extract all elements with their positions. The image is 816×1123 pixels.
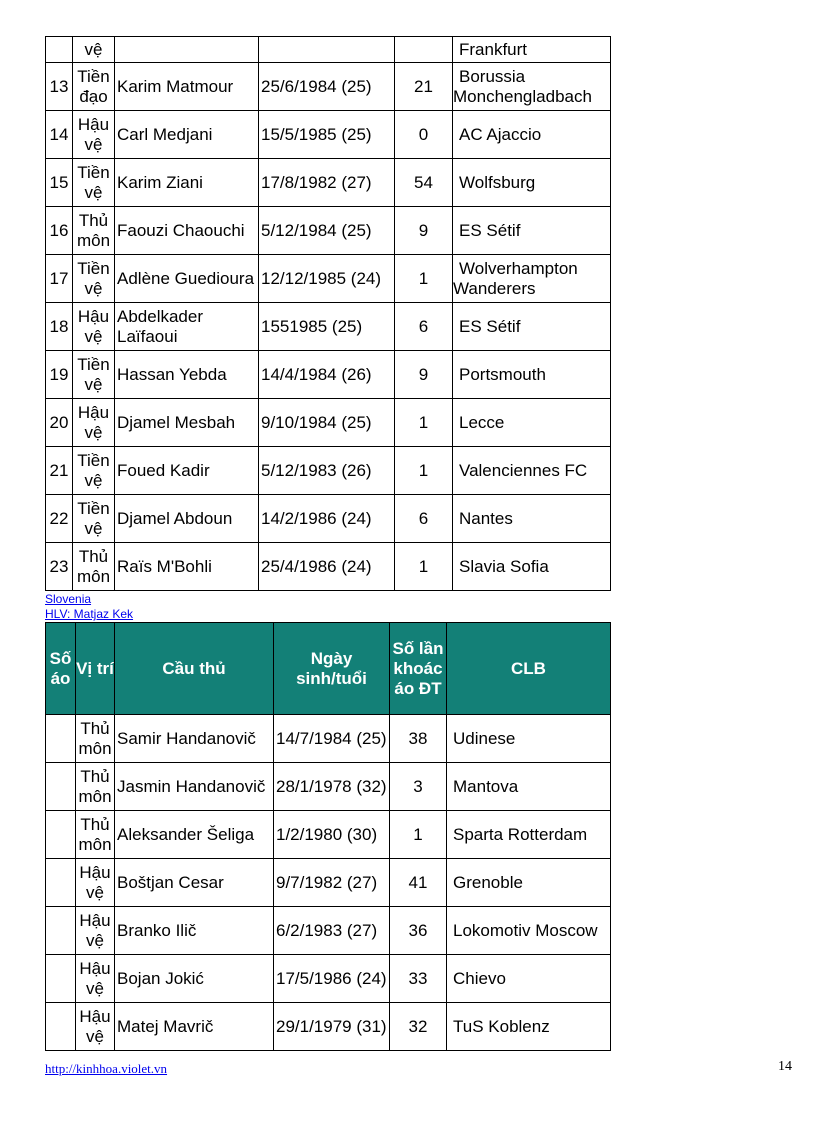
team-link-slovenia[interactable]: Slovenia (45, 592, 92, 606)
player-caps: 33 (390, 955, 447, 1003)
table-row (46, 1003, 611, 1051)
player-name: Djamel Abdoun (115, 495, 259, 543)
player-name: Djamel Mesbah (115, 399, 259, 447)
player-name: Samir Handanovič (115, 715, 274, 763)
table-row (46, 859, 611, 907)
table-row (46, 955, 611, 1003)
header-player: Cầu thủ (115, 623, 274, 715)
player-position: Thủ môn (73, 543, 115, 591)
player-dob: 15/5/1985 (25) (259, 111, 395, 159)
player-number (46, 715, 76, 763)
player-dob: 6/2/1983 (27) (274, 907, 390, 955)
slovenia-squad-table (45, 622, 611, 1051)
player-position: Tiền vệ (73, 351, 115, 399)
player-position: Tiền vệ (73, 255, 115, 303)
player-name: Hassan Yebda (115, 351, 259, 399)
player-name: Boštjan Cesar (115, 859, 274, 907)
player-name: Jasmin Handanovič (115, 763, 274, 811)
player-name: Aleksander Šeliga (115, 811, 274, 859)
player-club: Lecce (453, 399, 611, 447)
player-caps: 6 (395, 303, 453, 351)
table-row (46, 37, 611, 63)
player-name: Karim Ziani (115, 159, 259, 207)
player-number: 19 (46, 351, 73, 399)
player-caps: 32 (390, 1003, 447, 1051)
player-dob: 25/4/1986 (24) (259, 543, 395, 591)
table-row (46, 763, 611, 811)
player-caps: 1 (395, 447, 453, 495)
player-position: Hậu vệ (73, 399, 115, 447)
player-club: Wolverhampton Wanderers (453, 255, 611, 303)
player-number (46, 763, 76, 811)
player-caps: 0 (395, 111, 453, 159)
player-number: 15 (46, 159, 73, 207)
table-row (46, 303, 611, 351)
player-number (46, 955, 76, 1003)
player-caps: 9 (395, 207, 453, 255)
table-row (46, 159, 611, 207)
table-row (46, 351, 611, 399)
player-club: Mantova (447, 763, 611, 811)
player-club: Valenciennes FC (453, 447, 611, 495)
player-number: 16 (46, 207, 73, 255)
player-position: Hậu vệ (76, 1003, 115, 1051)
player-number: 20 (46, 399, 73, 447)
player-position: Thủ môn (76, 715, 115, 763)
algeria-squad-table (45, 36, 611, 591)
header-dob: Ngày sinh/tuổi (274, 623, 390, 715)
player-caps: 1 (395, 543, 453, 591)
table-row (46, 447, 611, 495)
player-number: 17 (46, 255, 73, 303)
player-club: Frankfurt (453, 37, 611, 63)
coach-link[interactable]: HLV: Matjaz Kek (45, 607, 134, 621)
player-caps: 54 (395, 159, 453, 207)
player-dob: 14/7/1984 (25) (274, 715, 390, 763)
player-dob: 25/6/1984 (25) (259, 63, 395, 111)
player-club: AC Ajaccio (453, 111, 611, 159)
table-row (46, 811, 611, 859)
player-number: 13 (46, 63, 73, 111)
player-name: Karim Matmour (115, 63, 259, 111)
header-position: Vị trí (76, 623, 115, 715)
player-position: Tiền vệ (73, 495, 115, 543)
player-club: ES Sétif (453, 303, 611, 351)
player-dob: 14/4/1984 (26) (259, 351, 395, 399)
player-caps: 38 (390, 715, 447, 763)
footer-url-link[interactable]: http://kinhhoa.violet.vn (45, 1061, 168, 1076)
player-number (46, 37, 73, 63)
player-position: Tiền vệ (73, 159, 115, 207)
player-position: Hậu vệ (73, 303, 115, 351)
player-dob: 17/5/1986 (24) (274, 955, 390, 1003)
player-number (46, 1003, 76, 1051)
player-dob: 5/12/1983 (26) (259, 447, 395, 495)
player-position: vệ (73, 37, 115, 63)
player-name: Faouzi Chaouchi (115, 207, 259, 255)
player-name (115, 37, 259, 63)
player-caps: 6 (395, 495, 453, 543)
player-club: ES Sétif (453, 207, 611, 255)
player-name: Foued Kadir (115, 447, 259, 495)
player-caps: 21 (395, 63, 453, 111)
player-club: Sparta Rotterdam (447, 811, 611, 859)
header-caps: Số lần khoác áo ĐT (390, 623, 447, 715)
header-club: CLB (447, 623, 611, 715)
player-number: 22 (46, 495, 73, 543)
player-dob: 1/2/1980 (30) (274, 811, 390, 859)
table-row (46, 907, 611, 955)
player-caps: 1 (395, 255, 453, 303)
player-number: 18 (46, 303, 73, 351)
player-name: Matej Mavrič (115, 1003, 274, 1051)
player-name: Adlène Guedioura (115, 255, 259, 303)
player-dob: 14/2/1986 (24) (259, 495, 395, 543)
player-position: Hậu vệ (76, 859, 115, 907)
player-club: Udinese (447, 715, 611, 763)
table-row (46, 207, 611, 255)
player-club: Chievo (447, 955, 611, 1003)
player-position: Thủ môn (76, 763, 115, 811)
table-row (46, 543, 611, 591)
player-number: 14 (46, 111, 73, 159)
player-club: Lokomotiv Moscow (447, 907, 611, 955)
player-position: Hậu vệ (76, 907, 115, 955)
player-caps: 1 (395, 399, 453, 447)
page-number: 14 (778, 1059, 792, 1074)
player-name: Branko Ilič (115, 907, 274, 955)
player-position: Hậu vệ (73, 111, 115, 159)
player-dob: 1551985 (25) (259, 303, 395, 351)
player-position: Thủ môn (73, 207, 115, 255)
player-number (46, 907, 76, 955)
player-position: Thủ môn (76, 811, 115, 859)
table-row (46, 399, 611, 447)
player-caps (395, 37, 453, 63)
player-dob: 9/10/1984 (25) (259, 399, 395, 447)
player-name: Carl Medjani (115, 111, 259, 159)
player-club: Portsmouth (453, 351, 611, 399)
table-row (46, 715, 611, 763)
player-caps: 3 (390, 763, 447, 811)
player-name: Abdelkader Laïfaoui (115, 303, 259, 351)
player-club: Grenoble (447, 859, 611, 907)
player-name: Bojan Jokić (115, 955, 274, 1003)
player-dob: 28/1/1978 (32) (274, 763, 390, 811)
player-club: TuS Koblenz (447, 1003, 611, 1051)
player-number: 23 (46, 543, 73, 591)
header-number: Số áo (46, 623, 76, 715)
player-position: Tiền đạo (73, 63, 115, 111)
player-name: Raïs M'Bohli (115, 543, 259, 591)
player-caps: 1 (390, 811, 447, 859)
table-row (46, 111, 611, 159)
player-club: Borussia Monchengladbach (453, 63, 611, 111)
table-header-row (46, 623, 611, 715)
player-dob (259, 37, 395, 63)
player-club: Nantes (453, 495, 611, 543)
table-row (46, 495, 611, 543)
player-caps: 36 (390, 907, 447, 955)
player-position: Hậu vệ (76, 955, 115, 1003)
player-number (46, 811, 76, 859)
player-dob: 9/7/1982 (27) (274, 859, 390, 907)
player-dob: 12/12/1985 (24) (259, 255, 395, 303)
table-row (46, 63, 611, 111)
player-position: Tiền vệ (73, 447, 115, 495)
player-club: Wolfsburg (453, 159, 611, 207)
player-number (46, 859, 76, 907)
player-caps: 9 (395, 351, 453, 399)
player-caps: 41 (390, 859, 447, 907)
player-dob: 29/1/1979 (31) (274, 1003, 390, 1051)
player-number: 21 (46, 447, 73, 495)
player-club: Slavia Sofia (453, 543, 611, 591)
player-dob: 5/12/1984 (25) (259, 207, 395, 255)
table-row (46, 255, 611, 303)
player-dob: 17/8/1982 (27) (259, 159, 395, 207)
